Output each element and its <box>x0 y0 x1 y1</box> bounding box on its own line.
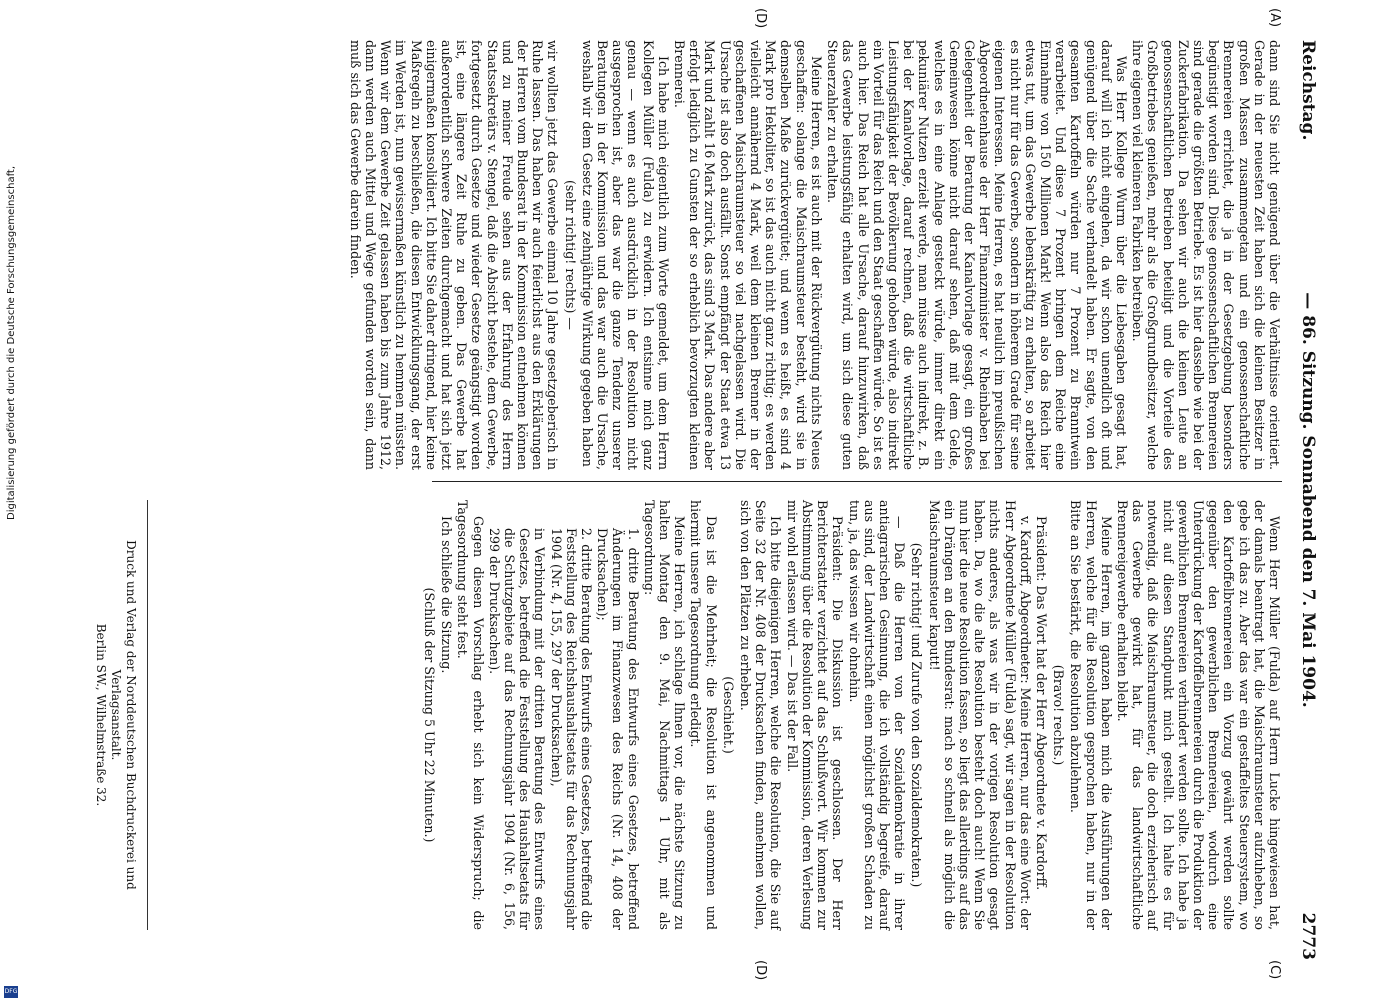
paragraph: wir wollten jetzt das Gewerbe einmal 10 Jahre gesetzgeberisch in Ruhe lassen. Das haben wir auch feierlichst aus den Erklärungen der Herren vom Bundesrat in der Kommission entnehmen können und zu meiner Freude sehen aus der Erfahrung des Herrn Staatssekretärs v. Stengel, daß die Absicht bestehe, dem Gewerbe, fortgesetzt durch Gesetze und wieder Gesetze geängstigt worden ist, eine längere Zeit Ruhe zu geben. Das Gewerbe hat außerordentlich schwere Zeiten durchgemacht und hat sich jetzt einigermaßen konsolidiert. Ich bitte Sie daher dringend, hier keine Maßregeln zu beschließen, die diesen Entwicklungsgang, der erst im Werden ist, nun gewissermaßen künstlich zu hemmen müssten. Wenn wir dem Gewerbe Zeit gelassen haben bis zum Jahre 1912, dann werden auch Mittel und Wege gefunden worden sein, dann muß sich das Gewerbe darein finden. <box>347 40 561 470</box>
interjection: (Bravo! rechts.) <box>1051 664 1067 766</box>
paragraph: Ich bitte diejenigen Herren, welche die Resolution, die Sie auf Seite 32 der Nr. 408 der Drucksachen finden, annehmen wollen, sich von den Plätzen zu erheben. <box>738 500 784 930</box>
imprint-rule <box>147 500 148 930</box>
paragraph: Ich habe mich eigentlich zum Worte gemeldet, um dem Herrn Kollegen Müller (Fulda) zu erwidern. Ich entsinne mich ganz genau — wenn es auch ausdrücklich in der Resolution nicht ausgesprochen ist, aber das war die ganze Tendenz unserer Beratungen in der Kommission und das war auch die Ursache, weshalb wir dem Gesetz eine zehnjährige Wirkung gegeben haben <box>579 40 671 470</box>
paragraph: Meine Herren, im ganzen haben mich die Ausführungen der Herren, welche für die Resolution gesprochen haben, nur in der Bitte an Sie bestärkt, die Resolution abzulehnen. <box>1068 500 1114 930</box>
speaker-paragraph: Präsident: Das Wort hat der Herr Abgeordnete v. Kardorff. <box>1033 516 1049 891</box>
page-header <box>1292 40 1318 960</box>
paragraph: Wenn Herr Müller (Fulda) auf Herrn Lucke hingewiesen hat, der damals beantragt hat, die Maischraumsteuer aufzuheben, so gebe ich das zu. Aber das war ein gestaffeltes Steuersystem, wo den Kartoffelbrennereien ein Vorzug gewährt werden sollte gegenüber den gewerblichen Brennereien, wodurch eine Unterdrückung der Kartoffelbrennereien durch die Produktion der gewerblichen Brennereien verhindert werden sollte. Ich habe ja nicht auf diesen Standpunkt mich gestellt. Ich halte es für notwendig, daß die Maischraumsteuer, die doch erzieherisch auf das Gewerbe gewirkt hat, für das landwirtschaftliche Brennereigewerbe erhalten bleibt. <box>1114 500 1282 930</box>
paragraph: Meine Herren, es ist auch mit der Rückvergütung nichts Neues geschaffen: solange die Maischraumsteuer besteht, wird sie in demselben Maße zurückvergütet; und wenn es heißt, es sind 4 Mark pro Hektoliter, so ist das auch nicht ganz richtig; es werden vielleicht annähernd 4 Mark, weil dem kleinen Brenner in der geschaffenen Maischraumsteuer so viel nachgelassen wird. Die Ursache ist also doch ausfällt. Sonst empfängt der Staat etwa 13 Mark und zahlt 16 Mark zurück, das sind 3 Mark. Das andere aber erfolgt lediglich zu Gunsten der so erheblich bevorzugten kleinen Brennerei. <box>672 40 824 470</box>
agenda-item: 2. dritte Beratung des Entwurfs eines Gesetzes, betreffend die Feststellung des Reichshaushaltsetats für das Rechnungsjahr 1904 (Nr. 4, 155, 297 der Drucksachen), <box>548 528 595 930</box>
paragraph: Gegen diesen Vorschlag erhebt sich kein Widerspruch; die Tagesordnung steht fest. <box>455 500 486 930</box>
closing-note: (Schluß der Sitzung 5 Uhr 22 Minuten.) <box>422 587 438 843</box>
interjection: (sehr richtig! rechts) — <box>562 179 578 331</box>
left-text-column <box>347 40 1282 470</box>
margin-marker-a: (A) <box>1267 8 1282 28</box>
imprint <box>93 500 138 930</box>
header-title: Reichstag. <box>1298 40 1318 141</box>
imprint-line: Druck und Verlag der Norddeutschen Buchdruckerei und Verlagsanstalt. <box>109 540 138 890</box>
paragraph: dann sind Sie nicht genügend über die Verhältnisse orientiert. Gerade in der neuesten Zeit haben sich die kleinen Besitzer in großen Massen zusammengetan und ein genossenschaftliche Brennereien errichtet, die ja in der Gesetzgebung besonders begünstigt worden sind. Diese genossenschaftlichen Brennereien sind gerade die größten Betriebe. Es ist hier dasselbe wie bei der Zuckerfabrikation. Da sehen wir auch die kleinen Leute an genossenschaftlichen Betrieben beteiligt und die Vorteile des Großbetriebes genießen, mehr als die Großgrundbesitzer, welche ihre eigenen viel kleineren Fabriken betreiben. <box>1130 40 1282 470</box>
column-divider <box>432 481 1282 482</box>
agenda-item: in Verbindung mit der dritten Beratung des Entwurfs eines Gesetzes, betreffend die Feststellung des Haushaltsetats für die Schutzgebiete auf das Rechnungsjahr 1904 (Nr. 6, 156, 299 der Drucksachen). <box>486 528 548 930</box>
margin-marker-d-right: (D) <box>753 960 768 981</box>
paragraph: Das ist die Mehrheit; die Resolution ist angenommen und hiermit unsere Tagesordnung erledigt. <box>688 500 719 930</box>
right-text-column <box>420 500 1282 930</box>
header-session: — 86. Sitzung. Sonnabend den 7. Mai 1904. <box>1298 292 1318 708</box>
paragraph: Meine Herren, ich schlage Ihnen vor, die nächste Sitzung zu halten Montag den 9. Mai, Nachmittags 1 Uhr, mit als Tagesordnung: <box>641 500 688 930</box>
speaker-paragraph: Präsident: Die Diskussion ist geschlossen. Der Herr Berichterstatter verzichtet auf das Schlußwort. Wir kommen zur Abstimmung über die Resolution der Kommission, deren Verlesung mir wohl erlassen wird. — Das ist der Fall. <box>784 500 846 930</box>
interjection: (Geschieht.) <box>720 676 736 754</box>
page-number: 2773 <box>1298 912 1318 960</box>
rotated-document-page <box>28 0 1328 1000</box>
margin-marker-c: (C) <box>1267 960 1282 980</box>
dfg-logo: DFG <box>4 986 18 998</box>
margin-marker-d: (D) <box>753 8 768 29</box>
speaker-paragraph: v. Kardorff, Abgeordneter: Meine Herren, nur das eine Wort: der Herr Abgeordnete Müller (Fulda) sagt, wir sagen in der Resolution nichts anderes, als was wir in der vorigen Resolution gesagt haben. Da, wo die alte Resolution besteht doch auch! Wenn Sie nun hier die neue Resolution fassen, so liegt das allerdings auf das ein Drängen an den Bundesrat: mach so schnell als möglich die Maischraumsteuer kaputt! <box>926 500 1033 930</box>
imprint-line: Berlin SW., Wilhelmstraße 32. <box>94 623 108 807</box>
paragraph: Ich schließe die Sitzung. <box>439 516 455 674</box>
interjection: (Sehr richtig! und Zurufe von den Sozialdemokraten.) <box>909 542 925 888</box>
paragraph: Was Herr Kollege Wurm über die Liebesgaben gesagt hat, darauf will ich nicht eingehen, da wir schon unendlich oft und genügend über die Sache verhandelt haben. Er sagte, von den gesamten Kartoffeln würden nur 7 Prozent zu Branntwein verarbeitet. Und diese 7 Prozent bringen dem Reiche eine Einnahme von 150 Millionen Mark! Wenn also das Reich hier etwas tut, um das Gewerbe lebenskräftig zu erhalten, so arbeitet es nicht nur für das Gewerbe, sondern in höherem Grade für seine eigenen Interessen. Meine Herren, es hat neulich im preußischen Abgeordnetenhause der Herr Finanzminister v. Rheinbaben bei Gelegenheit der Beratung der Kanalvorlage gesagt, ein großes Gemeinwesen könne nicht darauf sehen, daß mit dem Gelde, welches es in eine Anlage gesteckt würde, immer direkt ein pekuniärer Nutzen erzielt werde, man müsse auch indirekt, z. B. bei der Kanalvorlage, darauf rechnen, daß die wirtschaftliche Leistungsfähigkeit der Bevölkerung gehoben würde, also indirekt ein Vorteil für das Reich und den Staat geschaffen würde. So ist es auch hier. Das Reich hat alle Ursache, darauf hinzuwirken, daß das Gewerbe leistungsfähig erhalten wird, um sich diese guten Steuerzahler zu erhalten. <box>825 40 1129 470</box>
agenda-item: 1. dritte Beratung des Entwurfs eines Gesetzes, betreffend Änderungen im Finanzwesen des Reichs (Nr. 14, 408 der Drucksachen); <box>595 528 641 930</box>
digitization-credit: Digitalisierung gefördert durch die Deutsche Forschungsgemeinschaft, <box>6 165 17 520</box>
paragraph: — Daß die Herren von der Sozialdemokratie in ihrer antiagrarischen Gesinnung, die ich vollständig begreife, darauf aus sind, der Landwirtschaft einen möglichst großen Schaden zu tun, ja, das wissen wir ohnehin. <box>846 500 908 930</box>
